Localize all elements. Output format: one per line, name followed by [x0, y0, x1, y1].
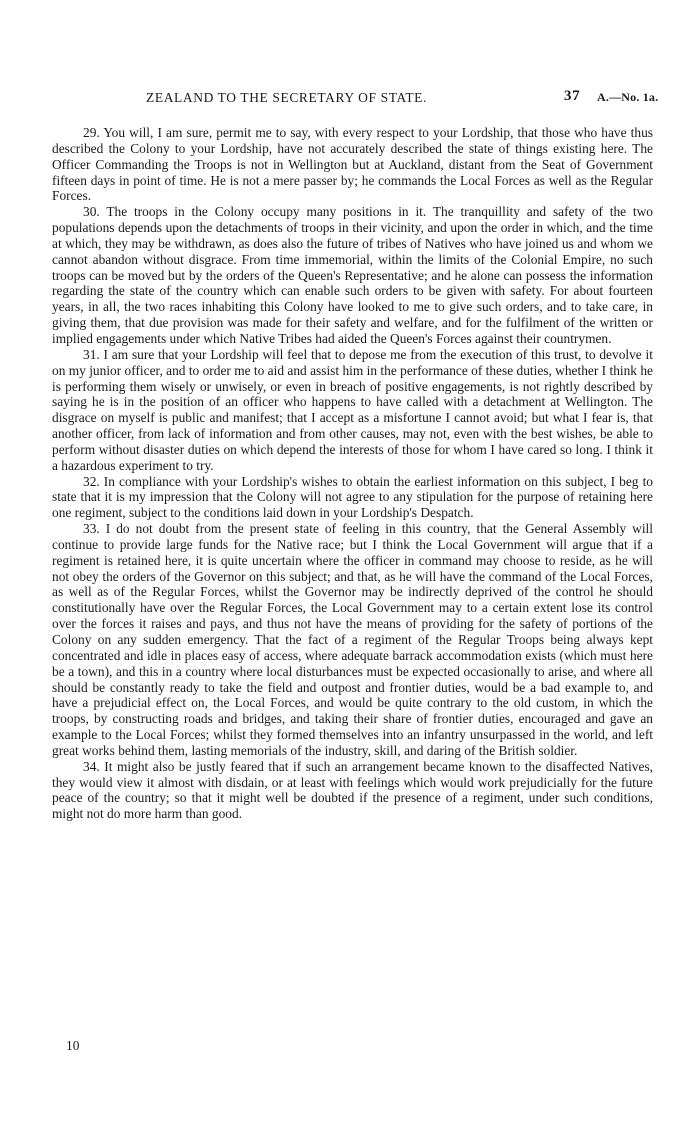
- body-text: [52, 125, 653, 822]
- paragraph-29: 29. You will, I am sure, permit me to say, with every respect to your Lordship, that those who have thus described the Colony to your Lordship, have not accurately described the state of things existing here. The Officer Commanding the Troops is not in Wellington but at Auckland, distant from the Seat of Government fifteen days in point of time. He is not a mere passer by; he commands the Local Forces as well as the Regular Forces.: [52, 125, 653, 204]
- document-page: [52, 88, 659, 822]
- paragraph-31: 31. I am sure that your Lordship will feel that to depose me from the execution of this trust, to devolve it on my junior officer, and to order me to aid and assist him in the performance of these duties, whether I think he is performing them wisely or unwisely, or even in breach of positive engagements, is not rightly described by saying he is in the position of an officer who happens to have called with a detachment at Wellington. The disgrace on myself is public and manifest; that I accept as a misfortune I cannot avoid; but what I fear is, that another officer, from lack of information and from other causes, may not, even with the best wishes, be able to perform without disaster duties on which depend the interests of those for whom I have cared so long. I think it a hazardous experiment to try.: [52, 346, 653, 473]
- signature-mark: 10: [66, 1038, 80, 1053]
- paragraph-34: 34. It might also be justly feared that if such an arrangement became known to the disaffected Natives, they would view it almost with disdain, or at least with feelings which would work prejudicially for the future peace of the country; so that it might well be doubted if the presence of a regiment, under such conditions, might not do more harm than good.: [52, 758, 653, 822]
- page-number: 37: [564, 88, 581, 104]
- paragraph-33: 33. I do not doubt from the present state of feeling in this country, that the General Assembly will continue to provide large funds for the Native race; but I think the Local Government will argue that if a regiment is retained here, it is quite uncertain where the officer in command may choose to reside, as he will not obey the orders of the Governor on this subject; and that, as he will have the command of the Local Forces, as well as of the Regular Forces, whilst the Governor may be indirectly deprived of the control he should constitutionally have over the Regular Forces, the Local Government may to a certain extent lose its control over the forces it raises and pays, and thus not have the means of providing for the safety of portions of the Colony on any sudden emergency. That the fact of a regiment of the Regular Troops being always kept concentrated and idle in places easy of access, where adequate barrack accommodation exists (which must here be a town), and this in a country where local disturbances must be expected occasionally to arise, and where all should be constantly ready to take the field and outpost and frontier duties, would be a bad example to, and have a prejudicial effect on, the Local Forces, and would be quite contrary to the old custom, in which the troops, by constructing roads and bridges, and taking their share of frontier duties, encouraged and gave an example to the Local Forces; whilst they formed themselves into an infantry unsurpassed in the world, and left great works behind them, lasting memorials of the industry, skill, and daring of the British soldier.: [52, 521, 653, 758]
- running-title: ZEALAND TO THE SECRETARY OF STATE.: [146, 90, 427, 105]
- running-header: [52, 88, 659, 114]
- document-reference: A.—No. 1a.: [597, 90, 659, 104]
- paragraph-30: 30. The troops in the Colony occupy many positions in it. The tranquillity and safety of the two populations depends upon the detachments of troops in their vicinity, and upon the order in which, and the time at which, they may be withdrawn, as does also the future of tribes of Natives who have joined us and whom we cannot abandon without disgrace. From time immemorial, within the limits of the Colonial Empire, no such troops can be moved but by the orders of the Queen's Representative; and he alone can possess the information regarding the state of the country which can enable such orders to be given with safety. For about fourteen years, in all, the two races inhabiting this Colony have looked to me to give such orders, and to take care, in giving them, that due provision was made for their safety and welfare, and for the fulfilment of the written or implied engagements under which Native Tribes had aided the Queen's Forces against their countrymen.: [52, 204, 653, 346]
- paragraph-32: 32. In compliance with your Lordship's wishes to obtain the earliest information on this subject, I beg to state that it is my impression that the Colony will not agree to any stipulation for the purpose of retaining here one regiment, subject to the conditions laid down in your Lordship's Despatch.: [52, 473, 653, 521]
